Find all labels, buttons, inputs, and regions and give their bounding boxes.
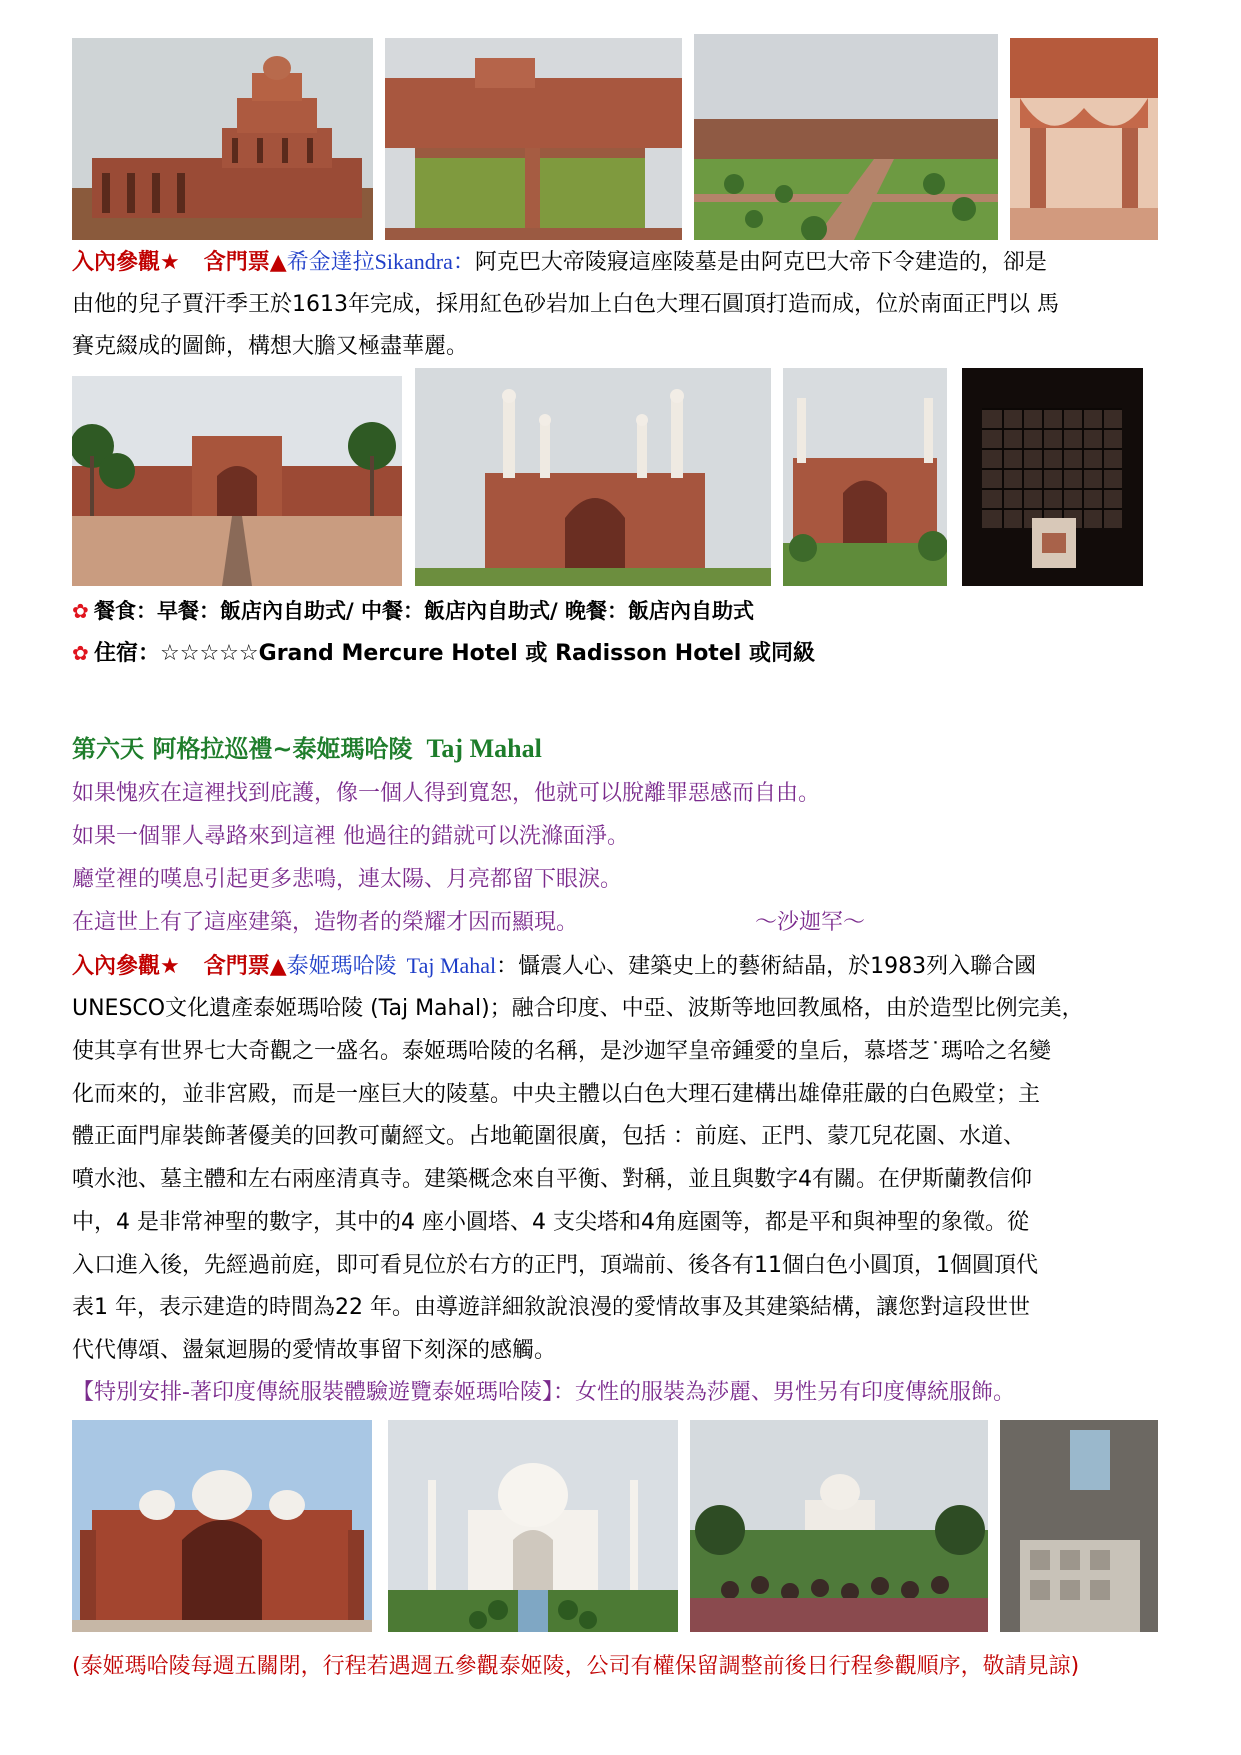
photo-carved-bracket [1010,38,1158,240]
sikandra-line-3: 賽克綴成的圖飾，構想大膽又極盡華麗。 [72,334,469,359]
hotel-label: 住宿： [94,641,161,666]
visit-tag: 入內參觀★ [72,954,180,979]
sikandra-line-1 [72,247,1047,278]
visit-tag: 入內參觀★ [72,250,180,275]
hotel-line [72,638,815,669]
colon: ： [452,250,475,275]
flower-icon: ✿ [72,641,89,665]
taj-desc-line: 使其享有世界七大奇觀之一盛名。泰姬瑪哈陵的名稱，是沙迦罕皇帝鍾愛的皇后，慕塔芝˙瑪哈之名變 [72,1039,1052,1064]
taj-desc-line: UNESCO文化遺產泰姬瑪哈陵 (Taj Mahal)；融合印度、中亞、波斯等地回教風格，由於造型比例完美， [72,996,1084,1021]
photo-lattice-window [962,368,1143,586]
photo-taj-mosque [72,1420,372,1632]
hotel-text: Grand Mercure Hotel 或 Radisson Hotel 或同級 [258,641,815,666]
meals-line [72,596,754,626]
photo-taj-crowd [690,1420,988,1632]
poem-line-4-text: 在這世上有了這座建築，造物者的榮耀才因而顯現。 [72,910,579,935]
photo-sikandra-gate-minarets [415,368,771,586]
special-arrangement: 【特別安排-著印度傳統服裝體驗遊覽泰姬瑪哈陵】：女性的服裝為莎麗、男性另有印度傳統服飾。 [72,1380,1015,1405]
taj-desc-line: 表1 年，表示建造的時間為22 年。由導遊詳細敘說浪漫的愛情故事及其建築結構，讓您對這段世世 [72,1295,1030,1320]
taj-name-en: Taj Mahal [406,953,497,978]
poem-author: ～沙迦罕～ [755,910,866,935]
taj-desc-line: 噴水池、墓主體和左右兩座清真寺。建築概念來自平衡、對稱，並且與數字4有關。在伊斯蘭教信仰 [72,1167,1033,1192]
day6-title-en: Taj Mahal [426,734,542,763]
photo-taj-front [388,1420,678,1632]
day6-title-zh: 第六天 阿格拉巡禮~泰姬瑪哈陵 [72,735,413,763]
hotel-stars: ☆☆☆☆☆ [160,641,259,666]
photo-garden-lawn [694,34,998,240]
poem-line-4 [72,908,866,938]
photo-sikandra-gate-garden [783,368,947,586]
taj-name: 泰姬瑪哈陵 [286,954,397,979]
taj-desc-line: 入口進入後，先經過前庭，即可看見位於右方的正門，頂端前、後各有11個白色小圓頂，1個圓頂代 [72,1253,1038,1278]
sikandra-line-2: 由他的兒子賈汗季王於1613年完成，採用紅色砂岩加上白色大理石圓頂打造而成，位於南面正門以 馬 [72,292,1059,317]
taj-desc-line: 中，4 是非常神聖的數字，其中的4 座小圓塔、4 支尖塔和4角庭園等，都是平和與神聖的象徵。從 [72,1210,1029,1235]
poem-line-1: 如果愧疚在這裡找到庇護，像一個人得到寬恕，他就可以脫離罪惡感而自由。 [72,781,821,806]
sikandra-name: 希金達拉Sikandra [286,249,453,274]
taj-desc-line: 代代傳頌、盪氣迴腸的愛情故事留下刻深的感觸。 [72,1338,557,1363]
taj-desc-line: 體正面門扉裝飾著優美的回教可蘭經文。占地範圍很廣，包括 ：前庭、正門、蒙兀兒花園、水道、 [72,1124,1025,1149]
poem-line-2: 如果一個罪人尋路來到這裡 他過往的錯就可以洗滌面淨。 [72,824,629,849]
meals-text: 餐食：早餐：飯店內自助式/ 中餐：飯店內自助式/ 晚餐：飯店內自助式 [94,599,754,623]
ticket-tag: 含門票▲ [203,954,287,979]
taj-line-1 [72,951,1036,982]
sikandra-text-1: 阿克巴大帝陵寢這座陵墓是由阿克巴大帝下令建造的，卻是 [474,250,1047,275]
colon: ： [496,954,519,979]
poem-line-3: 廳堂裡的嘆息引起更多悲鳴，連太陽、月亮都留下眼淚。 [72,867,623,892]
photo-taj-interior [1000,1420,1158,1632]
photo-panch-mahal [72,38,373,240]
photo-sikandra-walkway [72,376,402,586]
photo-palace-pool [385,38,682,240]
taj-desc-first: 懾震人心、建築史上的藝術結晶，於1983列入聯合國 [518,954,1037,979]
day6-title [72,733,542,765]
flower-icon: ✿ [72,599,89,623]
friday-closure-note: (泰姬瑪哈陵每週五關閉，行程若遇週五參觀泰姬陵，公司有權保留調整前後日行程參觀順序，敬請見諒) [72,1654,1080,1679]
ticket-tag: 含門票▲ [203,250,287,275]
taj-desc-line: 化而來的，並非宮殿，而是一座巨大的陵墓。中央主體以白色大理石建構出雄偉莊嚴的白色殿堂；主 [72,1082,1041,1107]
